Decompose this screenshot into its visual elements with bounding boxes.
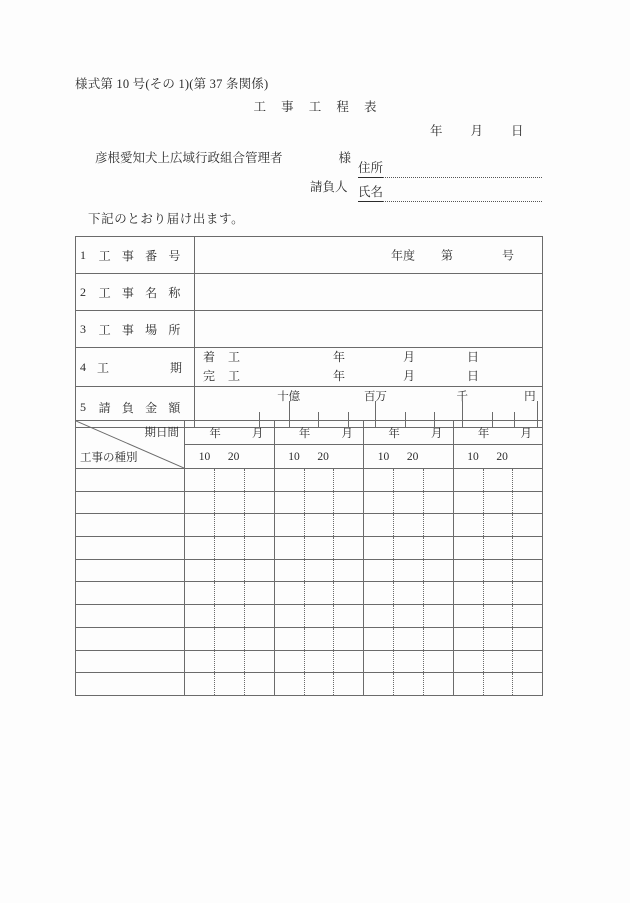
schedule-month-cell[interactable] <box>453 491 543 514</box>
month-header-2 <box>274 421 364 445</box>
label-char: 称 <box>168 285 181 300</box>
schedule-month-cell[interactable] <box>274 469 364 492</box>
schedule-month-cell[interactable] <box>453 605 543 628</box>
month-month-label: 月 <box>520 427 532 440</box>
day-divider-line <box>214 560 215 582</box>
day-divider-line <box>333 582 334 604</box>
day-divider-line <box>483 537 484 559</box>
day-divider-line <box>423 514 424 536</box>
day-divider-line <box>483 492 484 514</box>
schedule-month-cell[interactable] <box>364 605 454 628</box>
schedule-month-cell[interactable] <box>453 514 543 537</box>
schedule-month-cell[interactable] <box>453 627 543 650</box>
day-divider-line <box>393 605 394 627</box>
table-row <box>76 627 543 650</box>
day-divider-line <box>304 469 305 491</box>
schedule-month-cell[interactable] <box>364 627 454 650</box>
work-type-cell[interactable] <box>76 582 185 605</box>
period-start-line <box>195 348 542 367</box>
day-10-label: 10 <box>467 450 479 463</box>
day-divider-line <box>512 560 513 582</box>
row-label-work-name <box>76 274 195 311</box>
contractor-address-row <box>358 161 542 185</box>
schedule-month-cell[interactable] <box>274 491 364 514</box>
schedule-month-cell[interactable] <box>274 627 364 650</box>
day-divider-line <box>483 582 484 604</box>
day-divider-line <box>423 492 424 514</box>
label-char: 工 <box>97 360 110 375</box>
table-row-work-place <box>76 311 543 348</box>
label-char: 号 <box>168 248 181 263</box>
day-divider-line <box>393 582 394 604</box>
schedule-month-cell[interactable] <box>185 673 275 696</box>
day-20-label: 20 <box>496 450 508 463</box>
day-divider-line <box>333 673 334 695</box>
start-year-label: 年 <box>333 350 346 364</box>
row-label-work-period <box>76 348 195 387</box>
day-divider-line <box>244 651 245 673</box>
row-number-5: 5 <box>80 399 86 414</box>
day-divider-line <box>333 560 334 582</box>
dai-label: 第 <box>441 248 454 263</box>
end-day-label: 日 <box>467 369 480 383</box>
name-label: 氏名 <box>358 185 383 202</box>
day-divider-line <box>512 651 513 673</box>
schedule-month-cell[interactable] <box>185 582 275 605</box>
end-year-label: 年 <box>333 369 346 383</box>
day-10-label: 10 <box>198 450 211 463</box>
day-divider-line <box>512 469 513 491</box>
schedule-table <box>75 420 543 696</box>
day-divider-line <box>244 582 245 604</box>
day-divider-line <box>393 628 394 650</box>
day-divider-line <box>393 673 394 695</box>
day-divider-line <box>423 469 424 491</box>
day-header-1 <box>185 445 275 469</box>
label-char: 事 <box>121 285 134 300</box>
row-number-4: 4 <box>80 359 86 374</box>
day-divider-line <box>393 514 394 536</box>
day-divider-line <box>512 673 513 695</box>
row-number-2: 2 <box>80 284 86 299</box>
table-row <box>76 605 543 628</box>
date-year-label: 年 <box>430 124 443 138</box>
schedule-month-cell[interactable] <box>364 650 454 673</box>
work-type-cell[interactable] <box>76 605 185 628</box>
table-row-work-name <box>76 274 543 311</box>
day-divider-line <box>483 469 484 491</box>
schedule-month-cell[interactable] <box>364 673 454 696</box>
day-divider-line <box>483 651 484 673</box>
month-month-label: 月 <box>430 427 443 440</box>
day-divider-line <box>512 582 513 604</box>
document-title: 工 事 工 程 表 <box>253 100 383 114</box>
day-divider-line <box>333 537 334 559</box>
day-divider-line <box>304 514 305 536</box>
day-divider-line <box>393 537 394 559</box>
day-divider-line <box>423 605 424 627</box>
work-type-cell[interactable] <box>76 514 185 537</box>
schedule-month-cell[interactable] <box>364 559 454 582</box>
day-divider-line <box>512 514 513 536</box>
label-char: 請 <box>98 400 111 415</box>
day-divider-line <box>304 605 305 627</box>
field-work-name[interactable] <box>195 274 543 311</box>
day-20-label: 20 <box>317 450 329 463</box>
schedule-month-cell[interactable] <box>453 582 543 605</box>
label-char: 負 <box>121 400 134 415</box>
day-divider-line <box>244 514 245 536</box>
table-row <box>76 673 543 696</box>
start-label: 着 工 <box>203 350 246 364</box>
day-divider-line <box>214 651 215 673</box>
label-char: 番 <box>145 248 158 263</box>
day-10-label: 10 <box>377 450 390 463</box>
amount-scale-label: 千 <box>456 391 468 403</box>
schedule-month-cell[interactable] <box>274 650 364 673</box>
day-divider-line <box>214 492 215 514</box>
row-label-work-number <box>76 237 195 274</box>
day-header-2 <box>274 445 364 469</box>
day-divider-line <box>214 469 215 491</box>
label-char: 額 <box>168 400 181 415</box>
day-divider-line <box>483 605 484 627</box>
month-month-label: 月 <box>341 427 353 440</box>
month-year-label: 年 <box>477 427 490 440</box>
schedule-month-cell[interactable] <box>274 514 364 537</box>
schedule-month-cell[interactable] <box>274 673 364 696</box>
contractor-label: 請負人 <box>310 180 348 194</box>
day-divider-line <box>304 492 305 514</box>
schedule-month-cell[interactable] <box>185 559 275 582</box>
schedule-corner-header <box>76 421 185 469</box>
schedule-month-cell[interactable] <box>185 605 275 628</box>
amount-scale-label: 十億 <box>277 391 301 403</box>
schedule-month-cell[interactable] <box>185 650 275 673</box>
label-char: 事 <box>121 322 134 337</box>
day-divider-line <box>333 469 334 491</box>
addressee-honorific: 様 <box>338 151 352 165</box>
corner-period-label: 期日間 <box>144 427 179 439</box>
day-divider-line <box>214 582 215 604</box>
table-row <box>76 469 543 492</box>
date-month-label: 月 <box>470 124 484 138</box>
day-divider-line <box>423 673 424 695</box>
start-month-label: 月 <box>403 350 416 364</box>
day-divider-line <box>244 537 245 559</box>
day-divider-line <box>214 514 215 536</box>
day-divider-line <box>483 514 484 536</box>
notice-text: 下記のとおり届け出ます。 <box>88 212 245 226</box>
label-char: 期 <box>169 360 182 375</box>
field-work-period[interactable] <box>195 348 543 387</box>
day-header-4 <box>453 445 543 469</box>
day-divider-line <box>304 651 305 673</box>
day-10-label: 10 <box>288 450 300 463</box>
month-header-4 <box>453 421 543 445</box>
corner-worktype-label: 工事の種別 <box>80 452 138 464</box>
end-month-label: 月 <box>403 369 416 383</box>
date-day-label: 日 <box>511 124 524 138</box>
day-header-3 <box>364 445 454 469</box>
schedule-month-cell[interactable] <box>364 491 454 514</box>
amount-scale-label: 円 <box>524 391 536 403</box>
table-row <box>76 491 543 514</box>
month-year-label: 年 <box>388 427 400 440</box>
form-number: 様式第 10 号(その 1)(第 37 条関係) <box>75 77 269 91</box>
schedule-month-cell[interactable] <box>185 491 275 514</box>
row-number-1: 1 <box>80 247 86 262</box>
label-char: 工 <box>98 248 111 263</box>
nendo-label: 年度 <box>391 248 416 263</box>
day-divider-line <box>304 560 305 582</box>
day-divider-line <box>423 537 424 559</box>
address-leader-line <box>358 177 542 178</box>
day-divider-line <box>423 651 424 673</box>
schedule-month-cell[interactable] <box>274 559 364 582</box>
work-type-cell[interactable] <box>76 650 185 673</box>
label-char: 場 <box>145 322 158 337</box>
day-divider-line <box>423 628 424 650</box>
schedule-month-cell[interactable] <box>453 650 543 673</box>
work-type-cell[interactable] <box>76 627 185 650</box>
schedule-header-row-month <box>76 421 543 445</box>
date-line <box>430 121 524 139</box>
day-divider-line <box>214 537 215 559</box>
label-char: 工 <box>98 322 111 337</box>
schedule-month-cell[interactable] <box>453 673 543 696</box>
contractor-block <box>310 161 542 209</box>
field-work-place[interactable] <box>195 311 543 348</box>
label-char: 所 <box>168 322 181 337</box>
schedule-month-cell[interactable] <box>185 537 275 560</box>
table-row <box>76 559 543 582</box>
period-end-line <box>195 367 542 386</box>
day-divider-line <box>393 492 394 514</box>
day-divider-line <box>512 605 513 627</box>
start-day-label: 日 <box>467 350 480 364</box>
day-divider-line <box>214 628 215 650</box>
table-row <box>76 650 543 673</box>
schedule-body <box>76 469 543 696</box>
day-divider-line <box>333 605 334 627</box>
day-divider-line <box>333 628 334 650</box>
month-month-label: 月 <box>251 427 264 440</box>
schedule-month-cell[interactable] <box>453 559 543 582</box>
day-divider-line <box>333 514 334 536</box>
day-divider-line <box>423 560 424 582</box>
table-row-work-period <box>76 348 543 387</box>
name-leader-line <box>358 201 542 202</box>
contractor-name-row <box>358 185 542 209</box>
day-20-label: 20 <box>406 450 419 463</box>
label-char: 事 <box>121 248 134 263</box>
schedule-month-cell[interactable] <box>453 469 543 492</box>
day-divider-line <box>214 605 215 627</box>
day-divider-line <box>304 628 305 650</box>
row-number-3: 3 <box>80 321 86 336</box>
label-char: 金 <box>145 400 158 415</box>
end-label: 完 工 <box>203 369 246 383</box>
main-info-table <box>75 236 543 428</box>
day-divider-line <box>244 673 245 695</box>
schedule-month-cell[interactable] <box>274 537 364 560</box>
day-divider-line <box>393 560 394 582</box>
schedule-month-cell[interactable] <box>185 627 275 650</box>
work-type-cell[interactable] <box>76 559 185 582</box>
day-divider-line <box>512 492 513 514</box>
schedule-month-cell[interactable] <box>364 514 454 537</box>
table-row <box>76 537 543 560</box>
day-divider-line <box>333 492 334 514</box>
day-divider-line <box>512 537 513 559</box>
schedule-month-cell[interactable] <box>453 537 543 560</box>
month-year-label: 年 <box>298 427 311 440</box>
go-label: 号 <box>501 248 514 263</box>
day-divider-line <box>483 560 484 582</box>
work-type-cell[interactable] <box>76 673 185 696</box>
work-number-prefix <box>391 247 453 264</box>
month-year-label: 年 <box>209 427 221 440</box>
day-divider-line <box>244 560 245 582</box>
day-divider-line <box>423 582 424 604</box>
day-divider-line <box>483 628 484 650</box>
day-divider-line <box>393 651 394 673</box>
schedule-month-cell[interactable] <box>364 582 454 605</box>
addressee-name: 彦根愛知犬上広域行政組合管理者 <box>95 151 283 165</box>
row-label-work-place <box>76 311 195 348</box>
schedule-month-cell[interactable] <box>185 469 275 492</box>
day-divider-line <box>244 492 245 514</box>
work-type-cell[interactable] <box>76 491 185 514</box>
day-divider-line <box>244 469 245 491</box>
schedule-month-cell[interactable] <box>185 514 275 537</box>
table-row <box>76 582 543 605</box>
day-divider-line <box>304 582 305 604</box>
day-divider-line <box>244 628 245 650</box>
schedule-month-cell[interactable] <box>364 537 454 560</box>
month-header-3 <box>364 421 454 445</box>
label-char: 工 <box>98 285 111 300</box>
day-divider-line <box>304 537 305 559</box>
schedule-month-cell[interactable] <box>364 469 454 492</box>
day-divider-line <box>214 673 215 695</box>
month-header-1 <box>185 421 275 445</box>
label-char: 名 <box>145 285 158 300</box>
schedule-month-cell[interactable] <box>274 605 364 628</box>
address-label: 住所 <box>358 161 383 178</box>
day-divider-line <box>512 628 513 650</box>
table-row-work-number <box>76 237 543 274</box>
day-divider-line <box>483 673 484 695</box>
amount-scale-label: 百万 <box>363 391 387 403</box>
day-divider-line <box>393 469 394 491</box>
day-divider-line <box>333 651 334 673</box>
day-divider-line <box>244 605 245 627</box>
field-work-number[interactable] <box>195 237 543 274</box>
work-type-cell[interactable] <box>76 537 185 560</box>
table-row <box>76 514 543 537</box>
schedule-month-cell[interactable] <box>274 582 364 605</box>
work-type-cell[interactable] <box>76 469 185 492</box>
day-divider-line <box>304 673 305 695</box>
day-20-label: 20 <box>227 450 240 463</box>
